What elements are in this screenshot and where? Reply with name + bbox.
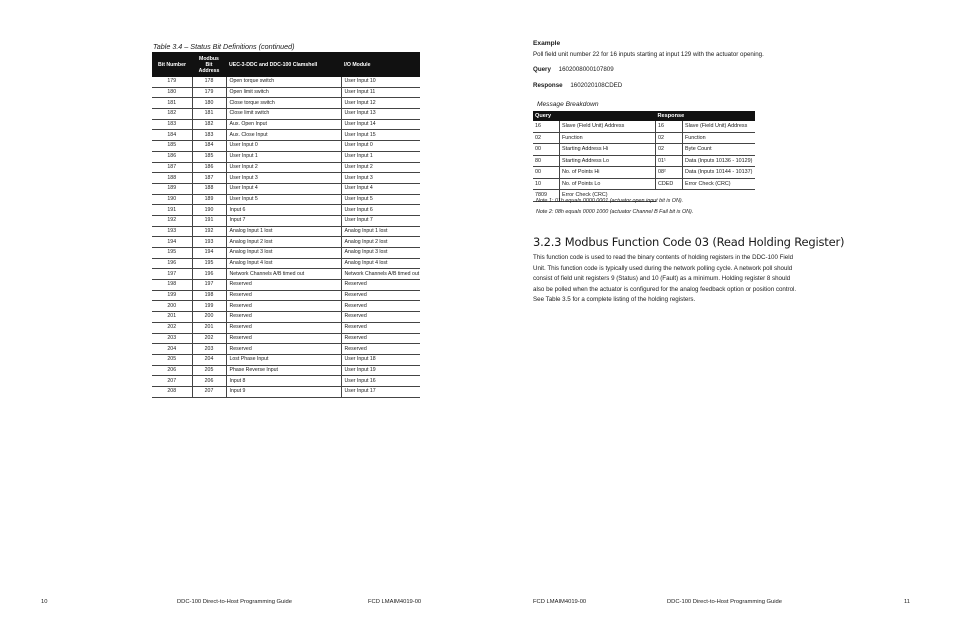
io-module-cell: Reserved <box>341 301 420 312</box>
io-module-cell: User Input 4 <box>341 183 420 194</box>
query-desc-cell: No. of Points Hi <box>560 167 656 179</box>
breakdown-header-row <box>533 111 755 121</box>
modbus-address-cell: 199 <box>192 301 226 312</box>
modbus-address-cell: 180 <box>192 98 226 109</box>
io-module-cell: User Input 10 <box>341 77 420 87</box>
right-page <box>477 0 954 618</box>
table-row <box>152 354 420 365</box>
io-module-cell: User Input 5 <box>341 194 420 205</box>
bit-number-cell: 182 <box>152 109 192 120</box>
query-byte-cell: 10 <box>533 178 560 190</box>
modbus-address-cell: 206 <box>192 376 226 387</box>
table-row <box>152 237 420 248</box>
modbus-address-cell: 187 <box>192 173 226 184</box>
io-module-cell: User Input 18 <box>341 354 420 365</box>
modbus-address-cell: 184 <box>192 141 226 152</box>
breakdown-row <box>533 121 755 132</box>
clamshell-cell: Reserved <box>226 280 341 291</box>
clamshell-cell: Input 7 <box>226 215 341 226</box>
modbus-address-cell: 205 <box>192 365 226 376</box>
clamshell-cell: User Input 0 <box>226 141 341 152</box>
io-module-cell: Reserved <box>341 333 420 344</box>
query-label: Query <box>533 66 551 73</box>
note-2: Note 2: 08h equals 0000 1000 (actuator Channel B Fail bit is ON). <box>536 209 694 215</box>
modbus-address-cell: 196 <box>192 269 226 280</box>
modbus-address-cell: 203 <box>192 344 226 355</box>
modbus-address-cell: 198 <box>192 290 226 301</box>
modbus-address-cell: 194 <box>192 248 226 259</box>
bit-number-cell: 204 <box>152 344 192 355</box>
modbus-address-cell: 191 <box>192 215 226 226</box>
table-row <box>152 215 420 226</box>
response-byte-cell: CDED <box>656 178 683 190</box>
query-byte-cell: 00 <box>533 144 560 156</box>
table-row <box>152 162 420 173</box>
clamshell-cell: Reserved <box>226 322 341 333</box>
modbus-address-cell: 185 <box>192 151 226 162</box>
query-byte-cell: 00 <box>533 167 560 179</box>
query-byte-cell: 80 <box>533 155 560 167</box>
response-desc-cell: Error Check (CRC) <box>683 178 756 190</box>
header-clamshell: UEC-3-DDC and DDC-100 Clamshell <box>226 52 341 77</box>
bit-number-cell: 191 <box>152 205 192 216</box>
bit-number-cell: 197 <box>152 269 192 280</box>
io-module-cell: User Input 7 <box>341 215 420 226</box>
response-byte-cell: 02 <box>656 132 683 144</box>
table-row <box>152 290 420 301</box>
bit-number-cell: 187 <box>152 162 192 173</box>
footer-page-number-left: 10 <box>41 599 48 605</box>
bit-number-cell: 206 <box>152 365 192 376</box>
breakdown-table-body <box>533 121 755 201</box>
response-byte-cell: 16 <box>656 121 683 132</box>
query-desc-cell: No. of Points Lo <box>560 178 656 190</box>
clamshell-cell: User Input 2 <box>226 162 341 173</box>
clamshell-cell: User Input 1 <box>226 151 341 162</box>
section-line: Unit. This function code is typically used during the network polling cycle. A network poll should <box>533 264 793 272</box>
bit-number-cell: 180 <box>152 87 192 98</box>
table-row <box>152 194 420 205</box>
modbus-address-cell: 188 <box>192 183 226 194</box>
table-row <box>152 141 420 152</box>
io-module-cell: User Input 19 <box>341 365 420 376</box>
header-response: Response <box>656 111 756 121</box>
modbus-address-cell: 179 <box>192 87 226 98</box>
bit-number-cell: 205 <box>152 354 192 365</box>
modbus-address-cell: 202 <box>192 333 226 344</box>
clamshell-cell: Aux. Open Input <box>226 119 341 130</box>
bit-number-cell: 188 <box>152 173 192 184</box>
breakdown-row <box>533 155 755 167</box>
example-heading: Example <box>533 40 561 47</box>
io-module-cell: User Input 12 <box>341 98 420 109</box>
modbus-address-cell: 182 <box>192 119 226 130</box>
query-byte-cell: 02 <box>533 132 560 144</box>
bit-number-cell: 196 <box>152 258 192 269</box>
header-modbus-bit-address <box>192 52 226 77</box>
clamshell-cell: Network Channels A/B timed out <box>226 269 341 280</box>
table-row <box>152 205 420 216</box>
table-row <box>152 109 420 120</box>
clamshell-cell: Lost Phase Input <box>226 354 341 365</box>
query-desc-cell: Starting Address Hi <box>560 144 656 156</box>
breakdown-row <box>533 144 755 156</box>
clamshell-cell: Open limit switch <box>226 87 341 98</box>
footer-guide-title-left: DDC-100 Direct-to-Host Programming Guide <box>177 599 293 605</box>
clamshell-cell: Analog Input 3 lost <box>226 248 341 259</box>
response-value: 1602020108CDED <box>570 82 623 89</box>
table-row <box>152 301 420 312</box>
response-label: Response <box>533 82 563 89</box>
io-module-cell: Network Channels A/B timed out <box>341 269 420 280</box>
response-byte-cell: 02 <box>656 144 683 156</box>
table-caption: Table 3.4 – Status Bit Definitions (continued) <box>153 42 295 51</box>
section-line: See Table 3.5 for a complete listing of the holding registers. <box>533 296 696 304</box>
response-line <box>533 82 622 89</box>
bit-number-cell: 198 <box>152 280 192 291</box>
io-module-cell: User Input 6 <box>341 205 420 216</box>
table-row <box>152 173 420 184</box>
query-desc-cell: Function <box>560 132 656 144</box>
modbus-address-cell: 207 <box>192 386 226 397</box>
clamshell-cell: Phase Reverse Input <box>226 365 341 376</box>
table-row <box>152 77 420 87</box>
table-row <box>152 248 420 259</box>
io-module-cell: Reserved <box>341 290 420 301</box>
clamshell-cell: Analog Input 4 lost <box>226 258 341 269</box>
header-modbus-line2: Bit <box>205 61 213 68</box>
response-desc-cell: Slave (Field Unit) Address <box>683 121 756 132</box>
modbus-address-cell: 193 <box>192 237 226 248</box>
message-breakdown-caption: Message Breakdown <box>537 101 599 108</box>
io-module-cell: User Input 14 <box>341 119 420 130</box>
modbus-address-cell: 181 <box>192 109 226 120</box>
io-module-cell: Reserved <box>341 312 420 323</box>
io-module-cell: Reserved <box>341 280 420 291</box>
header-query: Query <box>533 111 656 121</box>
modbus-address-cell: 200 <box>192 312 226 323</box>
io-module-cell: Analog Input 2 lost <box>341 237 420 248</box>
response-desc-cell: Function <box>683 132 756 144</box>
io-module-cell: User Input 1 <box>341 151 420 162</box>
status-table-body <box>152 77 420 397</box>
section-line: consist of field unit registers 9 (Status) and 10 (Fault) as a minimum. Holding register 8 should <box>533 275 791 283</box>
clamshell-cell: Reserved <box>226 333 341 344</box>
query-byte-cell: 7809 <box>533 190 560 202</box>
modbus-address-cell: 189 <box>192 194 226 205</box>
bit-number-cell: 186 <box>152 151 192 162</box>
table-row <box>152 130 420 141</box>
response-desc-cell: Byte Count <box>683 144 756 156</box>
table-row <box>152 98 420 109</box>
bit-number-cell: 201 <box>152 312 192 323</box>
clamshell-cell: Reserved <box>226 344 341 355</box>
clamshell-cell: Close limit switch <box>226 109 341 120</box>
section-line: This function code is used to read the binary contents of holding registers in the DDC-100 Field <box>533 254 794 261</box>
bit-number-cell: 190 <box>152 194 192 205</box>
clamshell-cell: Input 9 <box>226 386 341 397</box>
modbus-address-cell: 178 <box>192 77 226 87</box>
query-byte-cell: 16 <box>533 121 560 132</box>
table-row <box>152 183 420 194</box>
footer-doc-code-right: FCD LMAIM4019-00 <box>533 599 587 605</box>
query-desc-cell: Starting Address Lo <box>560 155 656 167</box>
io-module-cell: User Input 2 <box>341 162 420 173</box>
clamshell-cell: Reserved <box>226 301 341 312</box>
header-bit-number: Bit Number <box>152 52 192 77</box>
clamshell-cell: Open torque switch <box>226 77 341 87</box>
table-row <box>152 376 420 387</box>
breakdown-row <box>533 178 755 190</box>
table-row <box>152 312 420 323</box>
response-byte-cell: 08² <box>656 167 683 179</box>
io-module-cell: User Input 11 <box>341 87 420 98</box>
bit-number-cell: 193 <box>152 226 192 237</box>
clamshell-cell: Input 6 <box>226 205 341 216</box>
modbus-address-cell: 186 <box>192 162 226 173</box>
breakdown-row <box>533 167 755 179</box>
bit-number-cell: 199 <box>152 290 192 301</box>
modbus-address-cell: 204 <box>192 354 226 365</box>
modbus-address-cell: 183 <box>192 130 226 141</box>
table-row <box>152 87 420 98</box>
io-module-cell: User Input 13 <box>341 109 420 120</box>
table-row <box>152 151 420 162</box>
clamshell-cell: Input 8 <box>226 376 341 387</box>
io-module-cell: User Input 3 <box>341 173 420 184</box>
status-bit-table <box>152 52 420 398</box>
clamshell-cell: Aux. Close Input <box>226 130 341 141</box>
bit-number-cell: 181 <box>152 98 192 109</box>
message-breakdown-table <box>533 111 755 202</box>
clamshell-cell: Analog Input 1 lost <box>226 226 341 237</box>
section-line: also be polled when the actuator is configured for the analog feedback option or position control. <box>533 285 797 293</box>
io-module-cell: Analog Input 1 lost <box>341 226 420 237</box>
bit-number-cell: 208 <box>152 386 192 397</box>
table-row <box>152 280 420 291</box>
io-module-cell: Reserved <box>341 322 420 333</box>
response-byte-cell: 01¹ <box>656 155 683 167</box>
table-row <box>152 226 420 237</box>
clamshell-cell: Reserved <box>226 312 341 323</box>
clamshell-cell: User Input 4 <box>226 183 341 194</box>
bit-number-cell: 185 <box>152 141 192 152</box>
header-io-module: I/O Module <box>341 52 420 77</box>
footer-guide-title-right: DDC-100 Direct-to-Host Programming Guide <box>667 599 783 605</box>
io-module-cell: User Input 15 <box>341 130 420 141</box>
modbus-address-cell: 197 <box>192 280 226 291</box>
io-module-cell: Reserved <box>341 344 420 355</box>
clamshell-cell: User Input 5 <box>226 194 341 205</box>
query-value: 1602008000107809 <box>558 66 614 73</box>
bit-number-cell: 184 <box>152 130 192 141</box>
modbus-address-cell: 190 <box>192 205 226 216</box>
modbus-address-cell: 192 <box>192 226 226 237</box>
io-module-cell: User Input 17 <box>341 386 420 397</box>
bit-number-cell: 207 <box>152 376 192 387</box>
section-title: 3.2.3 Modbus Function Code 03 (Read Holding Register) <box>533 235 845 249</box>
clamshell-cell: Reserved <box>226 290 341 301</box>
response-desc-cell: Data (Inputs 10136 - 10129) <box>683 155 756 167</box>
table-row <box>152 322 420 333</box>
section-body <box>533 253 797 306</box>
modbus-address-cell: 201 <box>192 322 226 333</box>
bit-number-cell: 192 <box>152 215 192 226</box>
header-modbus-line1: Modbus <box>199 55 219 62</box>
io-module-cell: User Input 0 <box>341 141 420 152</box>
table-row <box>152 333 420 344</box>
bit-number-cell: 183 <box>152 119 192 130</box>
query-desc-cell: Error Check (CRC) <box>560 190 656 202</box>
footer-doc-code-left: FCD LMAIM4019-00 <box>368 599 422 605</box>
table-row <box>152 258 420 269</box>
table-row <box>152 119 420 130</box>
table-header-row <box>152 52 420 77</box>
bit-number-cell: 203 <box>152 333 192 344</box>
note-1: Note 1: 01h equals 0000 0001 (actuator open input bit is ON). <box>536 198 684 204</box>
bit-number-cell: 202 <box>152 322 192 333</box>
bit-number-cell: 194 <box>152 237 192 248</box>
io-module-cell: User Input 16 <box>341 376 420 387</box>
table-row <box>152 269 420 280</box>
table-row <box>152 386 420 397</box>
clamshell-cell: User Input 3 <box>226 173 341 184</box>
bit-number-cell: 179 <box>152 77 192 87</box>
clamshell-cell: Close torque switch <box>226 98 341 109</box>
io-module-cell: Analog Input 3 lost <box>341 248 420 259</box>
io-module-cell: Analog Input 4 lost <box>341 258 420 269</box>
bit-number-cell: 189 <box>152 183 192 194</box>
query-desc-cell: Slave (Field Unit) Address <box>560 121 656 132</box>
bit-number-cell: 195 <box>152 248 192 259</box>
clamshell-cell: Analog Input 2 lost <box>226 237 341 248</box>
table-row <box>152 344 420 355</box>
response-desc-cell: Data (Inputs 10144 - 10137) <box>683 167 756 179</box>
bit-number-cell: 200 <box>152 301 192 312</box>
table-row <box>152 365 420 376</box>
breakdown-row <box>533 132 755 144</box>
footer-page-number-right: 11 <box>904 599 911 605</box>
example-text: Poll field unit number 22 for 16 inputs starting at input 129 with the actuator opening. <box>533 51 764 58</box>
modbus-address-cell: 195 <box>192 258 226 269</box>
header-modbus-line3: Address <box>198 67 220 74</box>
query-line <box>533 66 614 73</box>
